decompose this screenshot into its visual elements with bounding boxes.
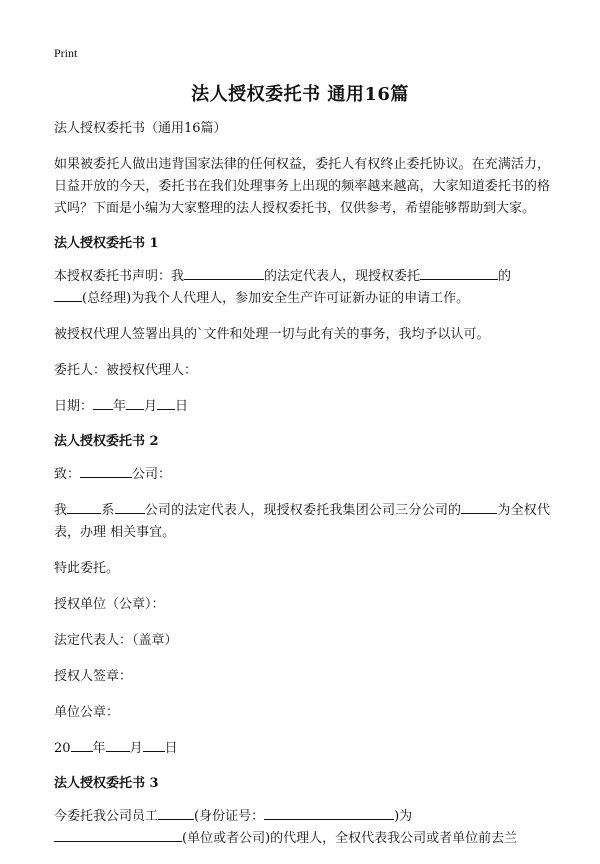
s1-text-c: 的: [498, 269, 512, 284]
section-heading-1: 法人授权委托书 1: [54, 236, 159, 251]
date-prefix: 20: [54, 741, 71, 756]
section2-seal: 单位公章：: [54, 705, 120, 720]
s1-text-d: (总经理)为我个人代理人，参加安全生产许可证新办证的申请工作。: [82, 291, 470, 306]
blank-line: [93, 396, 113, 410]
section1-paragraph2: 被授权代理人签署出具的`文件和处理一切与此有关的事务，我均予以认可。: [54, 327, 490, 342]
document-body: [54, 118, 550, 864]
s3-text-d: (单位或者公司)的代理人，全权代表我公司或者单位前去兰: [182, 831, 518, 846]
section2-paragraph1: [54, 500, 550, 544]
intro-paragraph: 如果被委托人做出违背国家法律的任何权益，委托人有权终止委托协议。在充满活力，日益开放的今天，委托书在我们处理事务上出现的频率越来越高，大家知道委托书的格式吗？下面是小编为大家整理的法人授权委托书，仅供参考，希望能够帮助到大家。: [54, 157, 550, 216]
blank-line: [71, 738, 93, 752]
s2-text-d: 为全权代表，办理 相关事宜。: [54, 503, 550, 540]
s3-text-b: (身份证号：: [194, 809, 265, 824]
s3-text-a: 今委托我公司员工: [54, 809, 159, 824]
section1-date: [54, 396, 550, 418]
section2-to: [54, 464, 550, 486]
s3-text-c: )为: [394, 809, 413, 824]
section1-paragraph3: 委托人：被授权代理人：: [54, 363, 198, 378]
date-month: 月: [129, 741, 143, 756]
blank-line: [67, 500, 101, 514]
intro-line: 法人授权委托书（通用16篇）: [54, 121, 227, 136]
section2-signer: 授权人签章：: [54, 669, 133, 684]
s2-text-c: 公司的法定代表人，现授权委托我集团公司三分公司的: [144, 503, 462, 518]
blank-line: [126, 396, 144, 410]
date-year: 年: [113, 399, 127, 414]
blank-line: [158, 806, 194, 820]
section-heading-2: 法人授权委托书 2: [54, 434, 159, 449]
blank-line: [54, 288, 82, 302]
blank-line: [184, 266, 264, 280]
s2-to-a: 致：: [54, 467, 81, 482]
blank-line: [143, 738, 165, 752]
section2-unit: 授权单位（公章）：: [54, 597, 165, 612]
blank-line: [157, 396, 175, 410]
blank-line: [115, 500, 145, 514]
section2-date: [54, 738, 550, 760]
s2-to-b: 公司：: [132, 467, 172, 482]
blank-line: [461, 500, 497, 514]
s2-text-b: 系: [101, 503, 115, 518]
s1-text-b: 的法定代表人，现授权委托: [264, 269, 421, 284]
s1-text-a: 本授权委托书声明：我: [54, 269, 185, 284]
date-day: 日: [175, 399, 189, 414]
date-month: 月: [144, 399, 158, 414]
blank-line: [264, 806, 394, 820]
blank-line: [54, 828, 182, 842]
section2-special: 特此委托。: [54, 561, 120, 576]
document-title: 法人授权委托书 通用16篇: [191, 84, 409, 105]
section-heading-3: 法人授权委托书 3: [54, 776, 159, 791]
section1-paragraph1: [54, 266, 550, 310]
section3-paragraph1: [54, 806, 550, 850]
s2-text-a: 我: [54, 503, 68, 518]
blank-line: [420, 266, 498, 280]
print-label[interactable]: Print: [54, 46, 78, 60]
section2-legal-rep: 法定代表人：（盖章）: [54, 633, 178, 648]
date-day: 日: [164, 741, 178, 756]
blank-line: [106, 738, 130, 752]
blank-line: [80, 464, 132, 478]
date-label: 日期：: [54, 399, 94, 414]
date-year: 年: [92, 741, 106, 756]
